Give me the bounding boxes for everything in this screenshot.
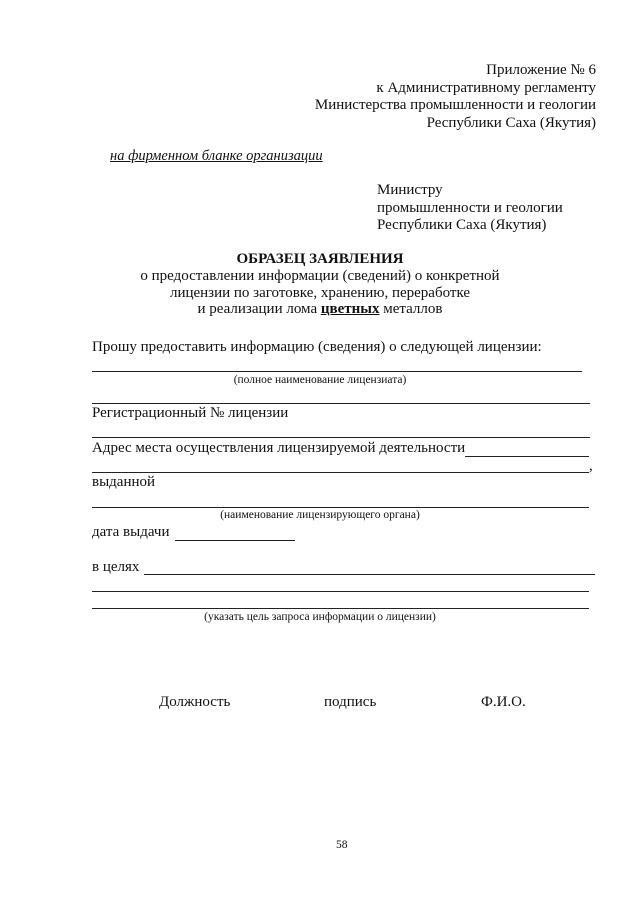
address-line-2[interactable] [92,472,589,473]
addressee-line-1: Министру [377,182,443,198]
page-number: 58 [336,839,348,851]
issuer-line[interactable] [92,507,589,508]
purpose-line-2[interactable] [92,591,589,592]
appendix-regulation: к Административному регламенту [376,79,596,96]
signature-sign: подпись [324,694,377,710]
appendix-header [315,62,596,132]
request-text: Прошу предоставить информацию (сведения) о следующей лицензии: [92,339,542,355]
title-line-1: о предоставлении информации (сведений) о конкретной [140,268,500,284]
title-line-3-pre: и реализации лома [197,301,321,317]
purpose-line-1[interactable] [144,574,595,575]
title-line-3 [0,301,640,318]
addressee-block [377,182,563,235]
signature-name: Ф.И.О. [481,694,526,710]
signature-position: Должность [159,694,231,710]
letterhead-note: на фирменном бланке организации [110,148,323,164]
licensee-name-line[interactable] [92,371,582,372]
title-line-3-post: металлов [379,301,443,317]
licensee-name-line-2[interactable] [92,403,590,404]
issuer-caption: (наименование лицензирующего органа) [220,509,420,521]
address-comma: , [589,458,593,474]
appendix-ministry: Министерства промышленности и геологии [314,97,596,113]
appendix-number: Приложение № 6 [486,62,596,78]
purpose-label: в целях [92,559,140,575]
address-line-1[interactable] [465,456,589,457]
document-title [0,251,640,318]
address-label: Адрес места осуществления лицензируемой деятельности [92,440,466,456]
appendix-republic: Республики Саха (Якутия) [426,114,596,131]
addressee-line-3: Республики Саха (Якутия) [377,217,547,233]
reg-number-line[interactable] [92,437,590,438]
purpose-caption: (указать цель запроса информации о лицензии) [204,611,436,623]
issue-date-label: дата выдачи [92,524,170,540]
licensee-caption: (полное наименование лицензиата) [233,374,407,386]
addressee-line-2: промышленности и геологии [377,199,563,216]
title-line-2: лицензии по заготовке, хранению, переработке [169,284,471,301]
title-emphasis: цветных [320,301,380,317]
purpose-line-3[interactable] [92,608,589,609]
reg-number-label: Регистрационный № лицензии [92,405,289,421]
issue-date-line[interactable] [175,540,295,541]
issued-by-label: выданной [92,474,156,490]
title-heading: ОБРАЗЕЦ ЗАЯВЛЕНИЯ [236,251,404,267]
